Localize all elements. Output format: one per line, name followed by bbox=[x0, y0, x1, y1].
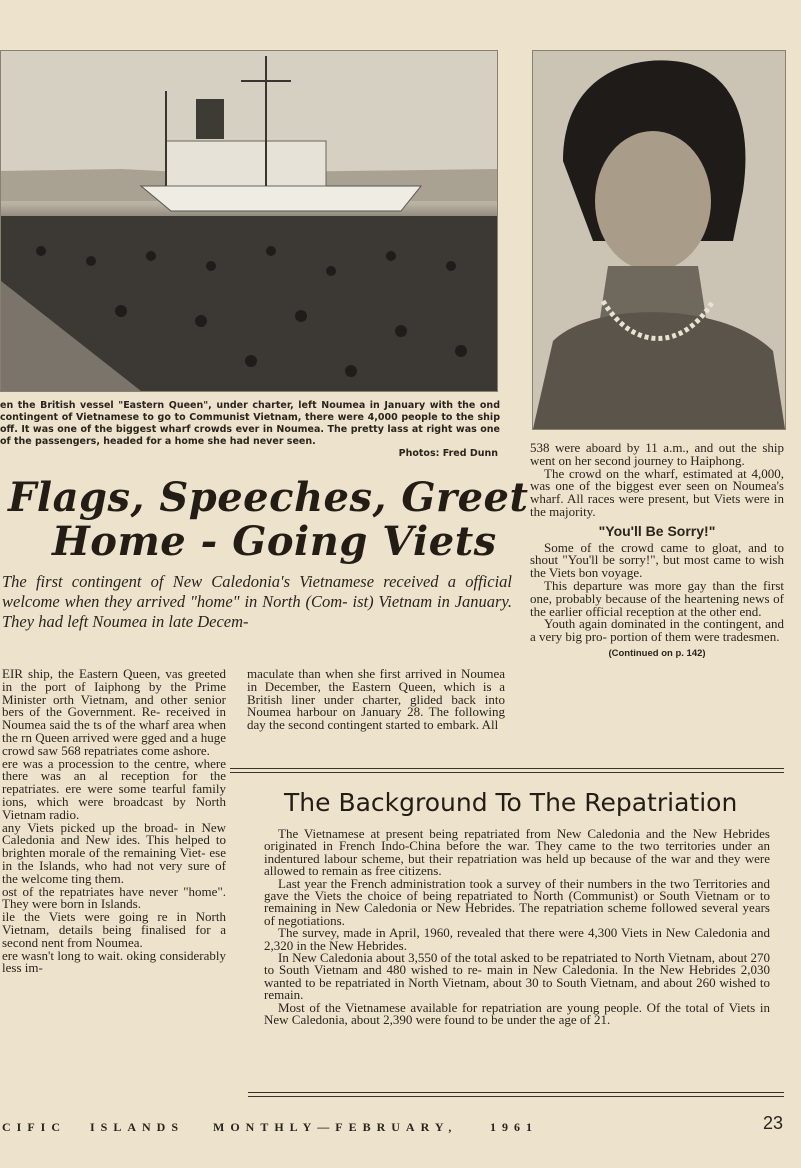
footer-year: 1961 bbox=[490, 1120, 538, 1134]
paragraph: EIR ship, the Eastern Queen, vas greeted in the port of Iaiphong by the Prime Minister orth Vietnam, and other senior bers of the Government. Re- received in Noumea said the ts of the wharf area when the rn Queen arrived were gged and a huge crowd saw 568 repatriates come ashore. bbox=[2, 666, 226, 758]
standfirst: The first contingent of New Caledonia's Vietnamese received a official welcome when they arrived "home" in North (Com- ist) Vietnam in January. They had left Noumea in late Decem- bbox=[2, 572, 512, 631]
headline-line-2: Home - Going Viets bbox=[52, 518, 497, 565]
article-column-2 bbox=[247, 668, 505, 732]
ship-crowd-illustration bbox=[1, 51, 497, 391]
background-section-title: The Background To The Repatriation bbox=[284, 788, 738, 817]
article-column-3 bbox=[530, 442, 784, 661]
portrait-photo bbox=[532, 50, 786, 430]
paragraph: The Vietnamese at present being repatriated from New Caledonia and the New Hebrides originated in French Indo-China before the war. They came to the two territories under an indentured labour scheme, but their repatriation was held up because of the war and they were allowed to remain as free citizens. bbox=[264, 826, 770, 879]
paragraph: In New Caledonia about 3,550 of the total asked to be repatriated to North Vietnam, about 270 to South Vietnam and 480 wished to re- main in New Caledonia. In the New Hebrides 2,030 wanted to be repatriated in North Vietnam, about 30 to South Vietnam, and about 260 wished to remain. bbox=[264, 950, 770, 1003]
portrait-illustration bbox=[533, 51, 785, 429]
paragraph: ost of the repatriates have never "home". They were born in Islands. bbox=[2, 883, 226, 912]
footer-word: MONTHLY—FEBRUARY, bbox=[213, 1120, 458, 1134]
paragraph: The survey, made in April, 1960, revealed that there were 4,300 Viets in New Caledonia and 2,320 in the New Hebrides. bbox=[264, 925, 770, 953]
paragraph: Youth again dominated in the contingent, and a very big pro- portion of them were tradesmen. bbox=[530, 616, 784, 645]
background-section-body bbox=[264, 828, 770, 1027]
paragraph: any Viets picked up the broad- in New Caledonia and New ides. This helped to brighten morale of the remaining Viet- ese in the Islands, who had not very sure of the welcome ting them. bbox=[2, 819, 226, 886]
photo-caption: en the British vessel "Eastern Queen", under charter, left Noumea in January with the ond contingent of Vietnamese to go to Communist Vietnam, there were 4,000 people to the ship off. It was one of the biggest wharf crowds ever in Noumea. The pretty lass at right was one of the passengers, headed for a home she had never seen. bbox=[0, 400, 500, 447]
article-column-1 bbox=[2, 668, 226, 975]
paragraph: 538 were aboard by 11 a.m., and out the ship went on her second journey to Haiphong. bbox=[530, 440, 784, 468]
section-rule-top bbox=[230, 768, 784, 769]
paragraph: This departure was more gay than the first one, probably because of the heartening news of the earlier official reception at the other end. bbox=[530, 577, 784, 619]
headline-line-1: Flags, Speeches, Greet bbox=[8, 474, 529, 521]
paragraph: ile the Viets were going re in North Vietnam, details being finalised for a second nent from Noumea. bbox=[2, 909, 226, 950]
continued-note: (Continued on p. 142) bbox=[608, 647, 706, 659]
footer-word: ISLANDS bbox=[90, 1120, 185, 1134]
paragraph: ere wasn't long to wait. oking considerably less im- bbox=[2, 947, 226, 976]
paragraph: The crowd on the wharf, estimated at 4,000, was one of the biggest ever seen on Noumea's wharf. All races were present, but Viets were in the majority. bbox=[530, 465, 784, 519]
paragraph: Some of the crowd came to gloat, and to shout "You'll be sorry!", but most came to wish the Viets bon voyage. bbox=[530, 539, 784, 581]
page-number: 23 bbox=[762, 1113, 783, 1133]
paragraph: maculate than when she first arrived in Noumea in December, the Eastern Queen, which is a British liner under charter, glided back into Noumea harbour on January 28. The following day the second contingent started to embark. All bbox=[247, 666, 505, 733]
footer-word: CIFIC bbox=[2, 1120, 67, 1134]
photo-credit: Photos: Fred Dunn bbox=[398, 448, 498, 459]
section-rule-bottom bbox=[248, 1092, 784, 1093]
subheading: "You'll Be Sorry!" bbox=[598, 522, 716, 539]
paragraph: Last year the French administration took a survey of their numbers in the two Territories and gave the Viets the choice of being repatriated to North (Communist) or South Vietnam or to remaining in New Caledonia or New Hebrides. The repatriation scheme followed several years of negotiations. bbox=[264, 875, 770, 928]
paragraph: ere was a procession to the centre, where there was an al reception for the repatriates. ere were some tearful family ions, which were broadcast by North Vietnam radio. bbox=[2, 755, 226, 822]
page-footer bbox=[0, 1120, 801, 1140]
section-rule-bottom-2 bbox=[248, 1096, 784, 1097]
paragraph: Most of the Vietnamese available for repatriation are young people. Of the total of Viets in New Caledonia, about 2,390 were found to be under the age of 21. bbox=[264, 999, 770, 1028]
section-rule-top-2 bbox=[230, 772, 784, 773]
ship-crowd-photo bbox=[0, 50, 498, 392]
